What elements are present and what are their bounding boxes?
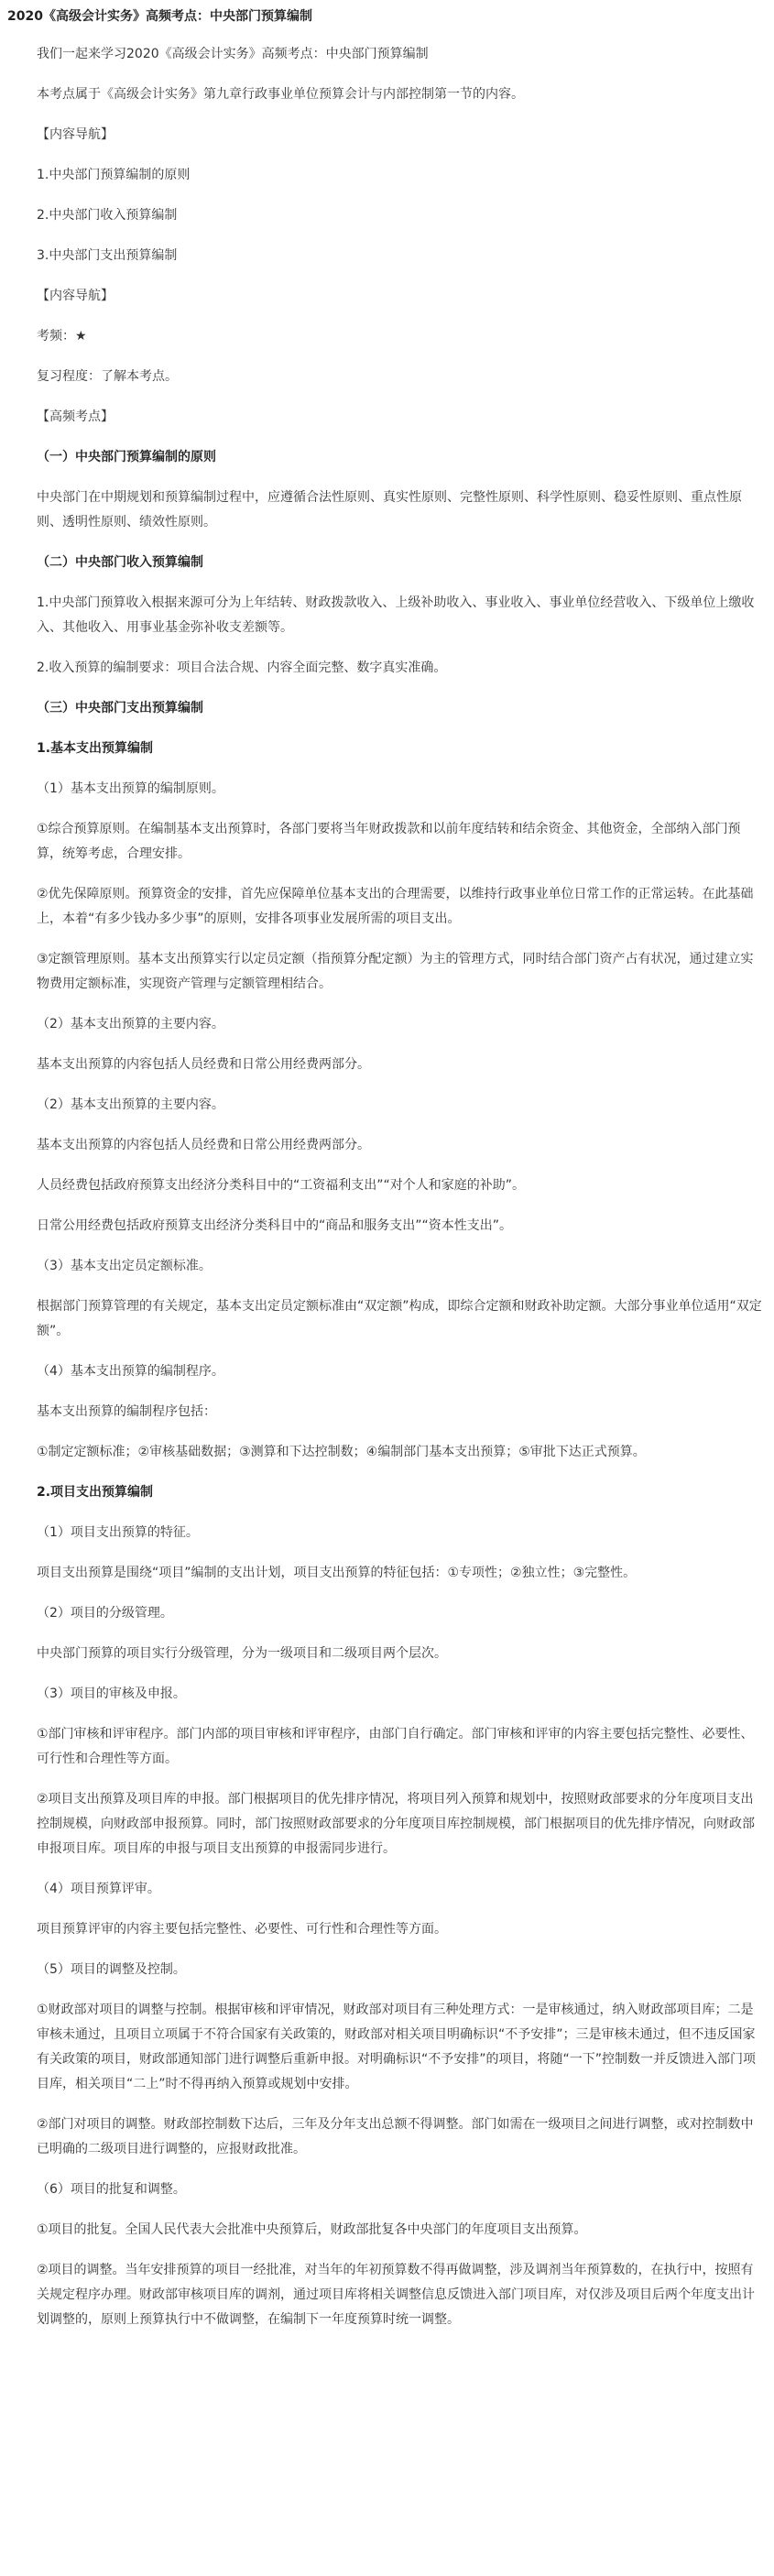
section-heading: 1.基本支出预算编制 bbox=[37, 741, 154, 756]
paragraph: （6）项目的批复和调整。 bbox=[37, 2182, 186, 2197]
paragraph: ②部门对项目的调整。财政部控制数下达后，三年及分年支出总额不得调整。部门如需在一级项目之间进行调整，或对控制数中已明确的二级项目进行调整的，应报财政批准。 bbox=[37, 2117, 754, 2156]
paragraph: 项目支出预算是围绕“项目”编制的支出计划，项目支出预算的特征包括：①专项性；②独立性；③完整性。 bbox=[37, 1566, 637, 1580]
paragraph: ①部门审核和评审程序。部门内部的项目审核和评审程序，由部门自行确定。部门审核和评审的内容主要包括完整性、必要性、可行性和合理性等方面。 bbox=[37, 1727, 754, 1766]
paragraph: ②优先保障原则。预算资金的安排，首先应保障单位基本支出的合理需要，以维持行政事业单位日常工作的正常运转。在此基础上，本着“有多少钱办多少事”的原则，安排各项事业发展所需的项目支出。 bbox=[37, 887, 754, 926]
paragraph: （2）基本支出预算的主要内容。 bbox=[37, 1017, 224, 1031]
paragraph: （1）基本支出预算的编制原则。 bbox=[37, 781, 224, 796]
paragraph: 基本支出预算的内容包括人员经费和日常公用经费两部分。 bbox=[37, 1138, 370, 1152]
paragraph: ①项目的批复。全国人民代表大会批准中央预算后，财政部批复各中央部门的年度项目支出预算。 bbox=[37, 2222, 587, 2237]
paragraph: （1）项目支出预算的特征。 bbox=[37, 1525, 199, 1540]
article-body bbox=[37, 42, 765, 2332]
paragraph: （3）基本支出定员定额标准。 bbox=[37, 1259, 212, 1273]
paragraph: 根据部门预算管理的有关规定，基本支出定员定额标准由“双定额”构成，即综合定额和财政补助定额。大部分事业单位适用“双定额”。 bbox=[37, 1299, 762, 1338]
paragraph: ①综合预算原则。在编制基本支出预算时，各部门要将当年财政拨款和以前年度结转和结余资金、其他资金，全部纳入部门预算，统筹考虑，合理安排。 bbox=[37, 822, 741, 861]
paragraph: 【内容导航】 bbox=[37, 127, 114, 142]
section-heading: （二）中央部门收入预算编制 bbox=[37, 555, 203, 570]
paragraph: 基本支出预算的内容包括人员经费和日常公用经费两部分。 bbox=[37, 1057, 370, 1072]
section-heading: 2.项目支出预算编制 bbox=[37, 1485, 154, 1500]
paragraph: 1.中央部门预算编制的原则 bbox=[37, 168, 191, 182]
paragraph: 1.中央部门预算收入根据来源可分为上年结转、财政拨款收入、上级补助收入、事业收入、事业单位经营收入、下级单位上缴收入、其他收入、用事业基金弥补收支差额等。 bbox=[37, 595, 755, 635]
section-heading: （一）中央部门预算编制的原则 bbox=[37, 450, 216, 464]
paragraph: 项目预算评审的内容主要包括完整性、必要性、可行性和合理性等方面。 bbox=[37, 1922, 447, 1937]
paragraph: （2）基本支出预算的主要内容。 bbox=[37, 1097, 224, 1112]
paragraph: ③定额管理原则。基本支出预算实行以定员定额（指预算分配定额）为主的管理方式，同时结合部门资产占有状况，通过建立实物费用定额标准，实现资产管理与定额管理相结合。 bbox=[37, 952, 754, 991]
paragraph: 2.中央部门收入预算编制 bbox=[37, 208, 178, 223]
paragraph: 复习程度：了解本考点。 bbox=[37, 369, 178, 384]
paragraph: 考频：★ bbox=[37, 329, 87, 344]
paragraph: （3）项目的审核及申报。 bbox=[37, 1686, 186, 1701]
section-heading: （三）中央部门支出预算编制 bbox=[37, 701, 203, 715]
article-title: 2020《高级会计实务》高频考点：中央部门预算编制 bbox=[7, 9, 312, 24]
paragraph: ①制定定额标准；②审核基础数据；③测算和下达控制数；④编制部门基本支出预算；⑤审批下达正式预算。 bbox=[37, 1445, 646, 1459]
paragraph: 【内容导航】 bbox=[37, 289, 114, 303]
paragraph: （4）项目预算评审。 bbox=[37, 1882, 160, 1896]
paragraph: 基本支出预算的编制程序包括： bbox=[37, 1404, 216, 1419]
paragraph: 3.中央部门支出预算编制 bbox=[37, 248, 178, 263]
paragraph: 我们一起来学习2020《高级会计实务》高频考点：中央部门预算编制 bbox=[37, 47, 429, 61]
paragraph: 中央部门预算的项目实行分级管理，分为一级项目和二级项目两个层次。 bbox=[37, 1646, 447, 1661]
paragraph: ②项目的调整。当年安排预算的项目一经批准，对当年的年初预算数不得再做调整，涉及调剂当年预算数的，在执行中，按照有关规定程序办理。财政部审核项目库的调剂，通过项目库将相关调整信息反馈进入部门项目库，对仅涉及项目后两个年度支出计划调整的，原则上预算执行中不做调整，在编制下一年度预算时统一调整。 bbox=[37, 2263, 755, 2327]
paragraph: 人员经费包括政府预算支出经济分类科目中的“工资福利支出”“对个人和家庭的补助”。 bbox=[37, 1178, 526, 1193]
paragraph: 中央部门在中期规划和预算编制过程中，应遵循合法性原则、真实性原则、完整性原则、科学性原则、稳妥性原则、重点性原则、透明性原则、绩效性原则。 bbox=[37, 490, 742, 529]
paragraph: 【高频考点】 bbox=[37, 409, 114, 424]
paragraph: 2.收入预算的编制要求：项目合法合规、内容全面完整、数字真实准确。 bbox=[37, 660, 447, 675]
paragraph: ②项目支出预算及项目库的申报。部门根据项目的优先排序情况，将项目列入预算和规划中，按照财政部要求的分年度项目支出控制规模，向财政部申报预算。同时，部门按照财政部要求的分年度项目库控制规模，部门根据项目的优先排序情况，向财政部申报项目库。项目库的申报与项目支出预算的申报需同步进行。 bbox=[37, 1792, 755, 1856]
paragraph: （4）基本支出预算的编制程序。 bbox=[37, 1364, 224, 1379]
paragraph: （5）项目的调整及控制。 bbox=[37, 1962, 186, 1977]
paragraph: （2）项目的分级管理。 bbox=[37, 1606, 173, 1621]
paragraph: 本考点属于《高级会计实务》第九章行政事业单位预算会计与内部控制第一节的内容。 bbox=[37, 87, 524, 102]
paragraph: 日常公用经费包括政府预算支出经济分类科目中的“商品和服务支出”“资本性支出”。 bbox=[37, 1218, 513, 1233]
paragraph: ①财政部对项目的调整与控制。根据审核和评审情况，财政部对项目有三种处理方式：一是审核通过，纳入财政部项目库；二是审核未通过，且项目立项属于不符合国家有关政策的，财政部对相关项目明确标识“不予安排”；三是审核未通过，但不违反国家有关政策的项目，财政部通知部门进行调整后重新申报。对明确标识“不予安排”的项目，将随“一下”控制数一并反馈进入部门项目库，相关项目“二上”时不得再纳入预算或规划中安排。 bbox=[37, 2003, 757, 2091]
